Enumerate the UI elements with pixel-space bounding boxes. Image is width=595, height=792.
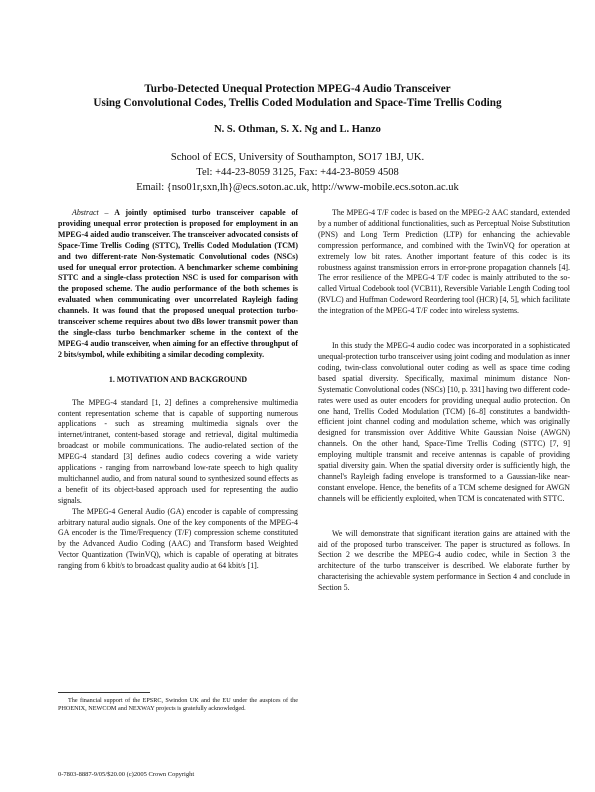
author-list: N. S. Othman, S. X. Ng and L. Hanzo (214, 124, 381, 135)
abstract (58, 208, 298, 361)
affiliation-line-1: School of ECS, University of Southampton, SO17 1BJ, UK. (170, 152, 425, 163)
abstract-dash: – (98, 208, 115, 217)
affiliation-line-3: Email: {nso01r,sxn,lh}@ecs.soton.ac.uk, http://www-mobile.ecs.soton.ac.uk (136, 182, 459, 193)
abstract-text: A jointly optimised turbo transceiver capable of providing unequal error protection is proposed for employment in an MPEG-4 aided audio transceiver. The transceiver advocated consists of Space-Time Trellis Coding (STTC), Trellis Coded Modulation (TCM) and two different-rate Non-Systematic Convolutional codes (NSCs) used for unequal error protection. A benchmarker scheme combining STTC and a single-class protection NSC is used for comparison with the proposed scheme. The audio performance of the both schemes is evaluated when communicating over uncorrelated Rayleigh fading channels. It was found that the proposed unequal protection turbo-transceiver scheme requires about two dBs lower transmit power than the single-class turbo benchmarker scheme in the context of the MPEG-4 audio transceiver, when aiming for an effective throughput of 2 bits/symbol, while exhibiting a similar decoding complexity. (58, 208, 298, 359)
footnote: The financial support of the EPSRC, Swindon UK and the EU under the auspices of the PHOENIX, NEWCOM and NEXWAY projects is gratefully acknowledged. (58, 697, 298, 712)
paper-title (0, 82, 595, 110)
paragraph-tf-codec: The MPEG-4 T/F codec is based on the MPEG-2 AAC standard, extended by a number of additional functionalities, such as Perceptual Noise Substitution (PNS) and Long Term Prediction (LTP) for enhancing the achievable compression performance, and combined with the TwinVQ for operation at extremely low bit rates. Another important feature of this codec is its robustness against transmission errors in error-prone propagation channels [4]. The error resilience of the MPEG-4 T/F codec is mainly attributed to the so-called Virtual Codebook tool (VCB11), Reversible Variable Length Coding tool (RVLC) and Huffman Codeword Reordering tool (HCR) [4, 5], which facilitate the integration of the MPEG-4 T/F codec into wireless systems. (318, 208, 570, 316)
affiliation-block (0, 150, 595, 195)
affiliation-line-2: Tel: +44-23-8059 3125, Fax: +44-23-8059 4508 (196, 167, 399, 178)
left-column (58, 208, 298, 572)
paragraph-general-audio: The MPEG-4 General Audio (GA) encoder is capable of compressing arbitrary natural audio signals. One of the key components of the MPEG-4 GA encoder is the Time/Frequency (T/F) compression scheme constituted by the Advanced Audio Coding (AAC) and Transform based Weighted Vector Quantization (TwinVQ), which is capable of operating at bitrates ranging from 6 kbit/s to broadcast quality audio at 64 kbit/s [1]. (58, 506, 298, 571)
title-line-2: Using Convolutional Codes, Trellis Coded Modulation and Space-Time Trellis Coding (93, 97, 502, 109)
copyright-notice: 0-7803-8887-9/05/$20.00 (c)2005 Crown Copyright (58, 771, 195, 778)
footnote-divider (58, 692, 150, 693)
section-heading: 1. MOTIVATION AND BACKGROUND (108, 374, 248, 384)
right-column (318, 208, 570, 594)
paragraph-this-study: In this study the MPEG-4 audio codec was incorporated in a sophisticated unequal-protection turbo transceiver using joint coding and modulation as inner coding, twin-class convolutional outer coding as well as space time coding based spatial diversity. Specifically, maximal minimum distance Non-Systematic Convolutional codes (NSCs) [10, p. 331] having two different code-rates were used as outer encoders for providing unequal audio protection. On one hand, Trellis Coded Modulation (TCM) [6–8] constitutes a bandwidth-efficient joint channel coding and modulation scheme, which was originally designed for transmission over Additive White Gaussian Noise (AWGN) channels. On the other hand, Space-Time Trellis Coding (STTC) [7, 9] employing multiple transmit and receive antennas is capable of providing spatial diversity gain. When the spatial diversity order is sufficiently high, the channel's Rayleigh fading envelope is transformed to a Gaussian-like near-constant envelope. Hence, the benefits of a TCM scheme designed for AWGN channels will be efficiently exploited, when TCM is concatenated with STTC. (318, 341, 570, 503)
paragraph-mpeg4-standard: The MPEG-4 standard [1, 2] defines a comprehensive multimedia content representation scheme that is capable of supporting numerous applications - such as streaming multimedia signals over the internet/intranet, content-based storage and retrieval, digital multimedia broadcast or mobile communications. The audio-related section of the MPEG-4 standard [3] defines audio codecs covering a wide variety applications - ranging from narrowband low-rate speech to high quality multichannel audio, and from natural sound to synthesized sound effects as a benefit of its object-based approach used for representing the audio signals. (58, 397, 298, 505)
abstract-label: Abstract (72, 208, 99, 217)
paragraph-structure: We will demonstrate that significant iteration gains are attained with the aid of the proposed turbo transceiver. The paper is structured as follows. In Section 2 we describe the MPEG-4 audio codec, while in Section 3 the architecture of the turbo transceiver is described. We elaborate further by characterising the achievable system performance in Section 4 and conclude in Section 5. (318, 528, 570, 593)
title-line-1: Turbo-Detected Unequal Protection MPEG-4 Audio Transceiver (144, 83, 451, 95)
